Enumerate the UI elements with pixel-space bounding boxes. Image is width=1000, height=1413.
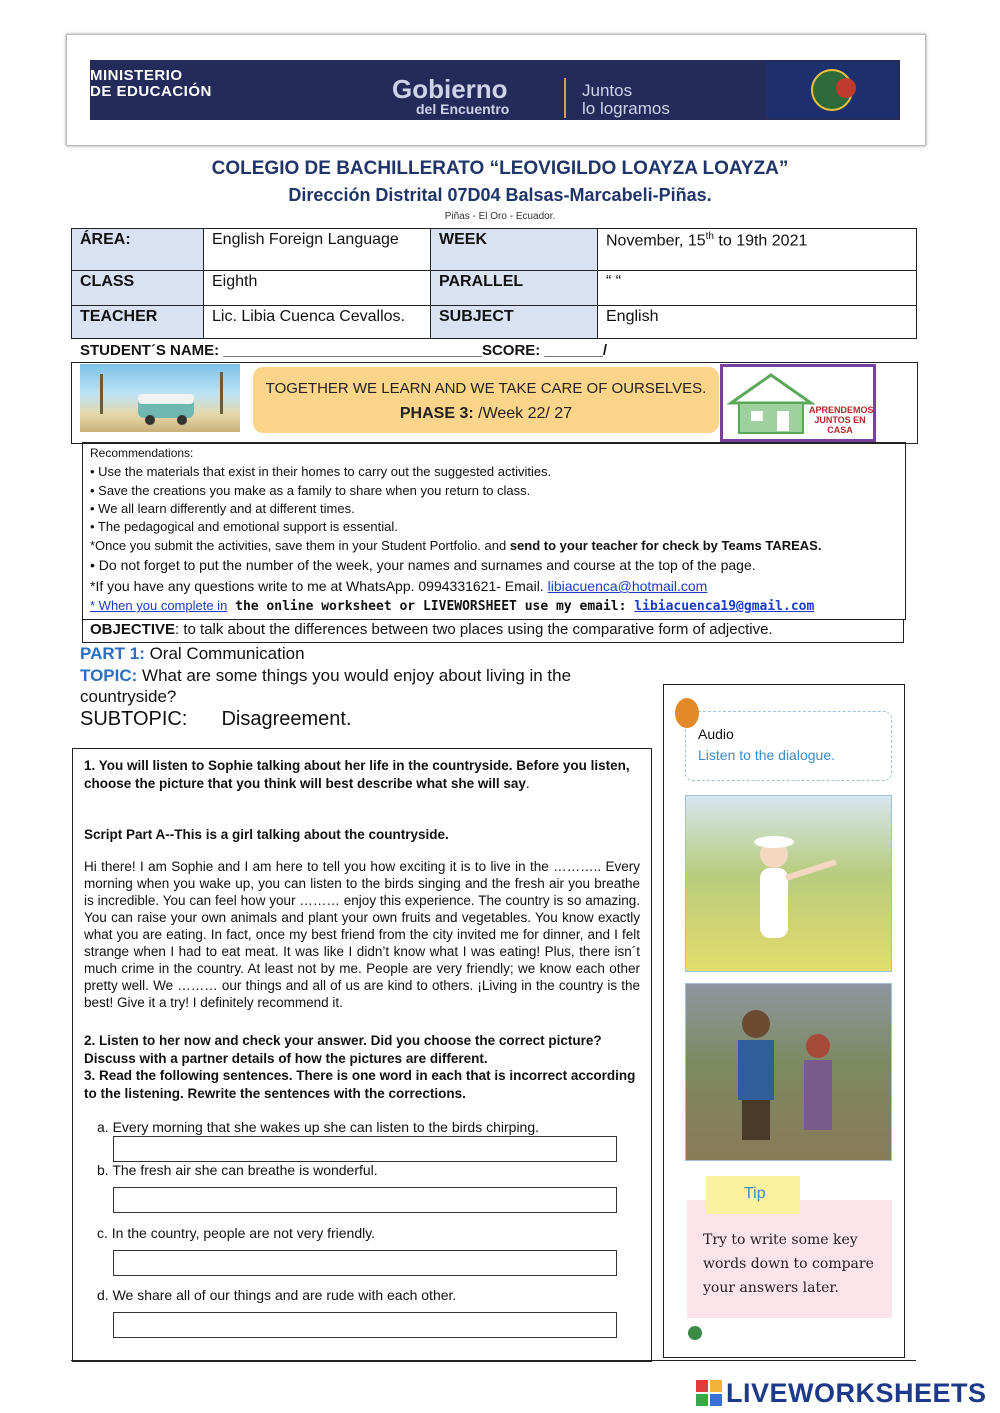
teacher-value: Lic. Libia Cuenca Cevallos. xyxy=(204,306,431,339)
subtopic-label: SUBTOPIC: xyxy=(80,708,188,730)
juntos-slogan xyxy=(582,82,670,118)
van-icon xyxy=(80,364,240,432)
parallel-label: PARALLEL xyxy=(431,271,598,306)
answer-a-input[interactable] xyxy=(113,1136,617,1162)
week-value xyxy=(598,229,917,271)
school-seal-image xyxy=(766,62,898,118)
subject-label: SUBJECT xyxy=(431,306,598,339)
online-note-bold: the online worksheet or LIVEWORSHEET use my email: xyxy=(227,599,635,614)
phase-week-text: /Week 22/ 27 xyxy=(473,405,573,422)
beach-van-image xyxy=(80,364,240,432)
week-value-pre: November, 15 xyxy=(606,232,706,250)
sentence-b: b. The fresh air she can breathe is wonderful. xyxy=(97,1162,378,1178)
class-value: Eighth xyxy=(204,271,431,306)
question-1-text: 1. You will listen to Sophie talking about her life in the countryside. Before you listen, choose the picture that you think will best describe what she will say xyxy=(84,758,630,791)
subtopic-heading xyxy=(80,708,352,731)
topic-label: TOPIC: xyxy=(80,666,138,685)
subject-value: English xyxy=(598,306,917,339)
banner-separator xyxy=(564,78,566,118)
school-name: COLEGIO DE BACHILLERATO “LEOVIGILDO LOAYZA LOAYZA” xyxy=(211,158,789,179)
girl-field-icon xyxy=(686,796,891,971)
sentence-d: d. We share all of our things and are rude with each other. xyxy=(97,1287,457,1303)
recommendation-item: • We all learn differently and at different times. xyxy=(90,501,355,516)
portfolio-note-bold: send to your teacher for check by Teams TAREAS. xyxy=(509,538,822,553)
objective xyxy=(90,621,773,638)
phase-week xyxy=(253,405,719,423)
area-value: English Foreign Language xyxy=(204,229,431,271)
teacher-label: TEACHER xyxy=(72,306,204,339)
week-value-sup: th xyxy=(705,231,714,242)
district-name: Dirección Distrital 07D04 Balsas-Marcabeli-Piñas. xyxy=(288,185,712,205)
whatsapp-note xyxy=(90,578,707,594)
week-value-post: to 19th 2021 xyxy=(713,232,808,250)
parallel-value: “ “ xyxy=(598,271,917,306)
juntos-line-2: lo logramos xyxy=(582,99,670,118)
page-bottom-border xyxy=(71,1360,916,1367)
part-heading xyxy=(80,644,305,664)
recommendation-item: • The pedagogical and emotional support is essential. xyxy=(90,519,398,534)
ministry-line-2: DE EDUCACIÓN xyxy=(90,83,212,100)
phase-banner xyxy=(253,367,719,433)
location-text: Piñas - El Oro - Ecuador. xyxy=(444,211,556,222)
sentence-a: a. Every morning that she wakes up she can listen to the birds chirping. xyxy=(97,1119,540,1135)
info-table xyxy=(71,228,917,339)
audio-box[interactable] xyxy=(685,711,892,781)
phase-motto: TOGETHER WE LEARN AND WE TAKE CARE OF OURSELVES. xyxy=(265,380,707,397)
student-name-score-line: STUDENT´S NAME: _______________________________SCORE: _______/ xyxy=(80,342,608,359)
question-1 xyxy=(84,757,640,793)
liveworksheets-logo-icon xyxy=(696,1380,722,1406)
audio-subtitle: Listen to the dialogue. xyxy=(698,747,835,763)
phase-label: PHASE 3: xyxy=(399,405,474,422)
subtopic-text: Disagreement. xyxy=(221,708,352,730)
teacher-email-link[interactable]: libiacuenca@hotmail.com xyxy=(547,578,708,594)
girl-in-field-photo xyxy=(685,795,892,972)
children-in-mountains-photo xyxy=(685,983,892,1161)
online-note-prefix: * When you complete in xyxy=(90,598,228,613)
children-mountains-icon xyxy=(686,984,891,1160)
online-worksheet-note xyxy=(90,598,814,614)
reminder-note: • Do not forget to put the number of the week, your names and surnames and course at the top of the page. xyxy=(90,557,756,573)
recommendations-title: Recommendations: xyxy=(90,446,194,460)
objective-label: OBJECTIVE xyxy=(90,621,176,638)
part-text: Oral Communication xyxy=(144,644,305,663)
class-label: CLASS xyxy=(72,271,204,306)
answer-d-input[interactable] xyxy=(113,1312,617,1338)
audio-title: Audio xyxy=(698,726,734,742)
answer-b-input[interactable] xyxy=(113,1187,617,1213)
area-label: ÁREA: xyxy=(72,229,204,271)
ministry-line-1: MINISTERIO xyxy=(90,67,183,84)
question-2: 2. Listen to her now and check your answer. Did you choose the correct picture? Discuss with a partner details of how the pictures are different. xyxy=(84,1033,602,1066)
gobierno-logo-subtext: del Encuentro xyxy=(416,101,510,117)
ear-icon[interactable] xyxy=(675,698,699,728)
answer-c-input[interactable] xyxy=(113,1250,617,1276)
liveworksheets-brand: LIVEWORKSHEETS xyxy=(726,1378,987,1408)
seal-icon xyxy=(766,62,898,118)
objective-text: : to talk about the differences between two places using the comparative form of adjective. xyxy=(175,621,773,638)
recommendation-item: • Save the creations you make as a family to share when you return to class. xyxy=(90,483,531,498)
tip-text: Try to write some key words down to compare your answers later. xyxy=(703,1232,874,1296)
portfolio-note xyxy=(90,538,821,553)
question-3: 3. Read the following sentences. There is one word in each that is incorrect according to the listening. Rewrite the sentences with the corrections. xyxy=(84,1068,636,1101)
sentence-c: c. In the country, people are not very friendly. xyxy=(97,1225,376,1241)
ministry-logo xyxy=(90,68,260,100)
portfolio-note-text: *Once you submit the activities, save them in your Student Portfolio. and xyxy=(90,538,510,553)
part-label: PART 1: xyxy=(80,644,145,663)
tip-label: Tip xyxy=(744,1185,766,1202)
leaf-icon xyxy=(688,1326,702,1340)
topic-heading xyxy=(80,665,650,707)
script-title: Script Part A--This is a girl talking about the countryside. xyxy=(84,827,449,842)
question-1-end: . xyxy=(525,776,530,791)
topic-text: What are some things you would enjoy about living in the countryside? xyxy=(80,666,572,706)
recommendation-item: • Use the materials that exist in their homes to carry out the suggested activities. xyxy=(90,464,552,479)
juntos-line-1: Juntos xyxy=(582,81,633,100)
aprendemos-logo-text: APRENDEMOS JUNTOS EN CASA xyxy=(809,405,874,435)
script-text: Hi there! I am Sophie and I am here to tell you how exciting it is to live in the ……….. Every morning when you wake up, you can listen to the birds singing and the fresh air you breathe is incredible. You can feel how your ……… enjoy this experience. The country is so amazing. You can raise your own animals and plant your own fruits and vegetables. You know exactly what you are eating. In fact, once my best friend from the city invited me for dinner, and I felt strange when I had to eat meat. It was like I didn’t know what I was eating! Plus, there isn´t much crime in the country. At least not by me. People are very friendly; we know each other pretty well. We ……… our things and all of us are kind to others. ¡Living in the country is the best! Give it a try! I definitely recommend it. xyxy=(84,859,640,1010)
week-label: WEEK xyxy=(431,229,598,271)
aprendemos-en-casa-logo xyxy=(720,364,876,442)
whatsapp-text: *If you have any questions write to me at WhatsApp. 0994331621- Email. xyxy=(90,578,548,594)
gobierno-logo-text: Gobierno xyxy=(392,74,508,104)
liveworksheet-email-link[interactable]: libiacuenca19@gmail.com xyxy=(634,599,815,614)
header-banner xyxy=(90,60,900,120)
